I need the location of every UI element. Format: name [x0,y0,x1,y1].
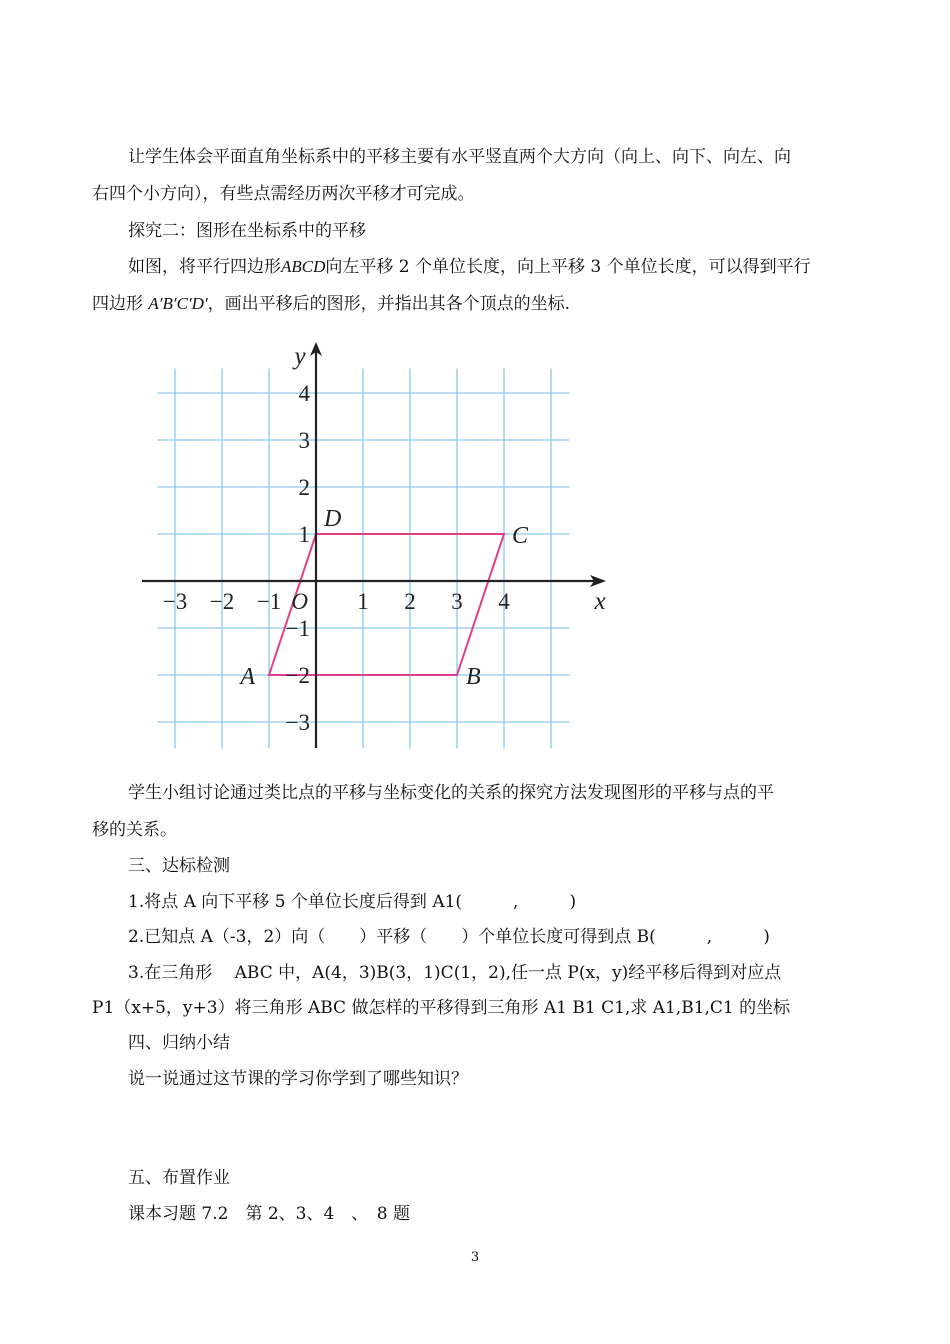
x-tick-label: −3 [162,589,188,614]
paragraph-line: 右四个小方向），有些点需经历两次平移才可完成。 [92,184,475,204]
text-run: 四边形 [92,294,143,314]
y-tick-label: −1 [285,616,310,641]
x-tick-label: −2 [209,589,235,614]
section-heading: 五、布置作业 [128,1168,230,1188]
coordinate-diagram [132,338,612,756]
y-tick-label: 1 [298,522,310,547]
math-label: ABCD [281,257,326,276]
math-label: A′B′C′D′ [148,294,208,313]
paragraph-line [128,256,908,278]
y-tick-label: 4 [298,381,310,406]
section-heading: 三、达标检测 [128,856,230,876]
vertex-label-b: B [466,664,481,690]
y-tick-label: −3 [285,710,310,735]
text-run: 如图，将平行四边形 [128,257,281,277]
text-run: 向左平移 2 个单位长度，向上平移 3 个单位长度，可以得到平行 [325,257,811,277]
question-3-cont: P1（x+5，y+3）将三角形 ABC 做怎样的平移得到三角形 A1 B1 C1,求 A1,B1,C1 的坐标 [92,998,791,1018]
question-2: 2.已知点 A（-3，2）向（ ）平移（ ）个单位长度可得到点 B( , ) [128,927,770,947]
homework: 课本习题 7.2 第 2、3、4 、 8 题 [128,1204,411,1224]
y-axis-label: y [294,343,306,370]
x-tick-label: 4 [498,589,510,614]
section-heading: 四、归纳小结 [128,1033,230,1053]
y-tick-label: −2 [285,663,310,688]
question-3: 3.在三角形 ABC 中，A(4，3)B(3，1)C(1，2),任一点 P(x，y)经平移后得到对应点 [128,963,782,983]
x-tick-label: 2 [404,589,416,614]
paragraph-line: 移的关系。 [92,820,177,840]
vertex-label-c: C [512,523,529,549]
vertex-label-d: D [324,506,342,532]
question-1: 1.将点 A 向下平移 5 个单位长度后得到 A1( , ) [128,892,577,912]
x-tick-label: 3 [451,589,463,614]
x-axis-label: x [594,588,606,615]
page-number: 3 [470,1250,480,1265]
y-tick-label: 2 [298,475,310,500]
y-tick-label: 3 [298,428,310,453]
paragraph-line: 让学生体会平面直角坐标系中的平移主要有水平竖直两个大方向（向上、向下、向左、向 [128,147,791,167]
text-run: ，画出平移后的图形，并指出其各个顶点的坐标. [207,294,571,314]
paragraph-line: 学生小组讨论通过类比点的平移与坐标变化的关系的探究方法发现图形的平移与点的平 [128,783,774,803]
origin-label: O [291,589,308,614]
vertex-label-a: A [240,664,255,690]
x-tick-label: 1 [357,589,369,614]
paragraph-line [92,293,872,315]
section-heading: 探究二：图形在坐标系中的平移 [128,221,366,241]
summary-prompt: 说一说通过这节课的学习你学到了哪些知识？ [128,1069,468,1089]
x-tick-label: −1 [256,589,282,614]
